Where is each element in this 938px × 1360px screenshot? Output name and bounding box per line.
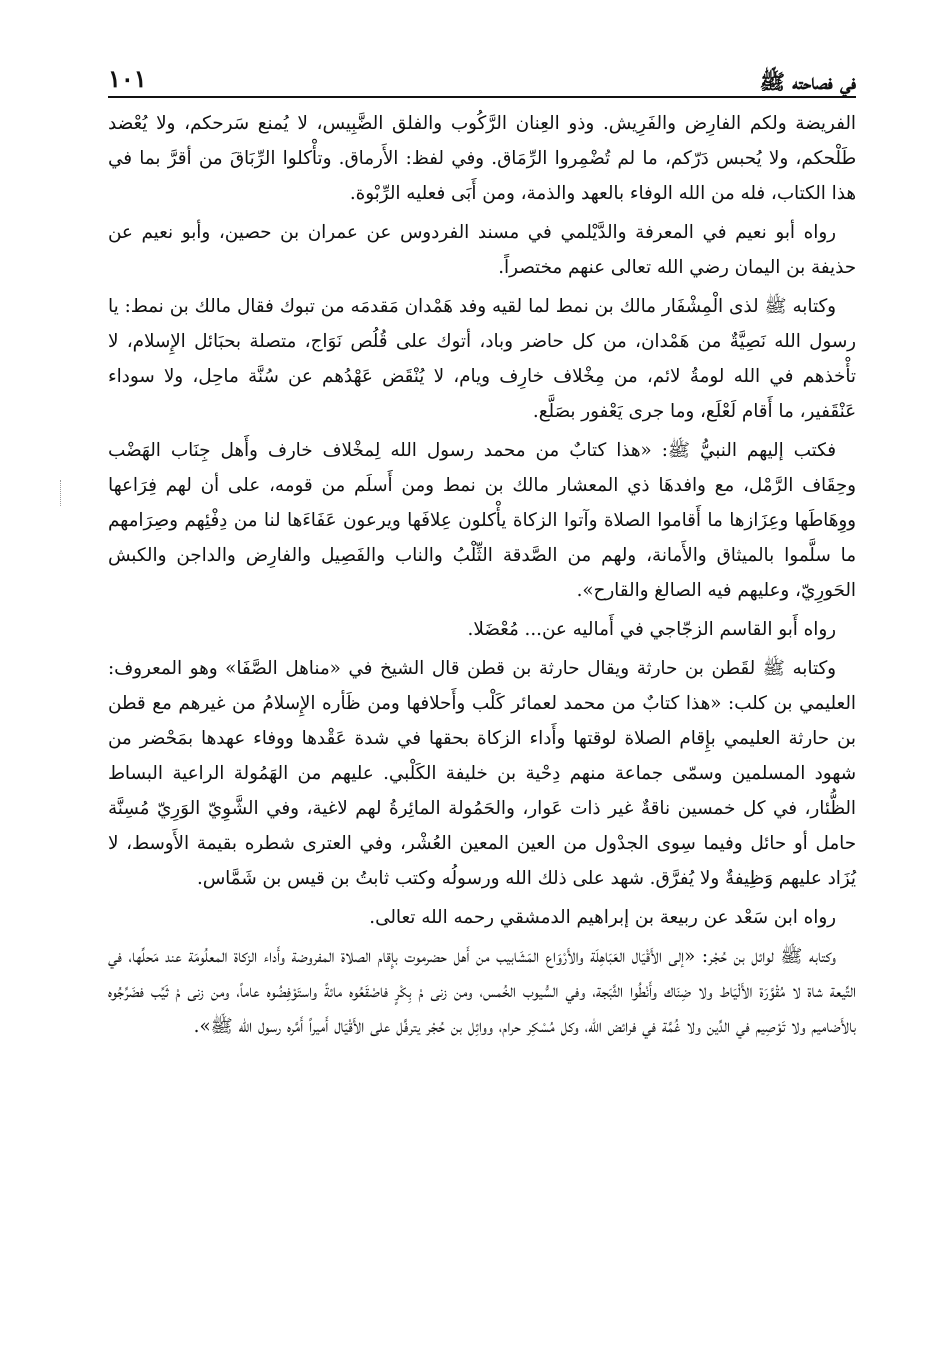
margin-mark: [60, 480, 65, 506]
paragraph: وكتابه ﷺ لوائل بن حُجْر: «إلى الأَقْيَال العَبَاهِلَة والأَرْوَاع المَشَابيب من أَهل حضرموت بإِقام الصلاة المفروضة وأَداء الزكاة المعلُومَة عند مَحلِّها، في التِّيعة شاة لا مُقْوَّرَة الأَلْيَاط ولا ضِنَاك وأَنْطُوا الثَّبَجة، وفي السُّيوب الخُمس، ومن زنى مْ بِكْرٍ فاصْقَعُوه مائةً واستَوْفِضُوه عاماً، ومن زنى مْ ثَيِّب فضَرِّجُوه بالأَضاميم ولا تَوْصِيم في الدِّين ولا غُمَّة في فرائض الله، وكل مُسْكِر حرام، ووائِل بن حُجْر يترفَّل على الأَقْيَال أَميراً أَمَّره رسول الله ﷺ».: [108, 946, 856, 1037]
paragraph: رواه أبو نعيم في المعرفة والدَّيْلمي في مسند الفردوس عن عمران بن حصين، وأبو نعيم عن حذيفة بن اليمان رضي الله تعالى عنهم مختصراً.: [108, 222, 856, 278]
running-title: في فصاحته ﷺ: [759, 68, 856, 94]
page-number: ١٠١: [108, 64, 147, 94]
paragraph: الفريضة ولكم الفارِض والفَرِيش. وذو العِنان الرَّكُوب والفلق الضَّبِيس، لا يُمنع سَرحكم، ولا يُعْضد طَلْحكم، ولا يُحبس دَرّكم، ما لم تُضْمِروا الرِّمَاق. وفي لفظ: الأَرماق. وتأْكلوا الرِّبَاقَ من أقرَّ بما في هذا الكتاب، فله من الله الوفاء بالعهد والذمة، ومن أَبَى فعليه الرِّبْوة.: [108, 113, 856, 204]
document-page: [108, 52, 856, 1342]
page-body: [108, 106, 856, 1044]
page-header: [108, 52, 856, 98]
paragraph: فكتب إليهم النبيُّ ﷺ: «هذا كتابٌ من محمد رسول الله لِمخْلاف خارف وأَهل جِنَاب الهَضْب وحِقَاف الرَّمْل، مع وافدهَا ذي المعشار مالك بن نمط ومن أَسلَم من قومه، على أن لهم فِرَاعها ووِهَاطَها وعِزَازها ما أَقاموا الصلاة وآتوا الزكاة يأْكلون عِلافَها ويرعون عَفَاءَها لنا من دِفْئِهم وصِرَامهم ما سلَّموا بالميثاق والأَمانة، ولهم من الصَّدقة الثِّلْبُ والناب والفَصِيل والفارِض والداجن والكبش الحَورِيّ، وعليهم فيه الصالغ والقارح».: [108, 440, 856, 601]
paragraph: وكتابه ﷺ لقَطن بن حارثة ويقال حارثة بن قطن قال الشيخ في «مناهل الصَّفَا» وهو المعروف: العليمي بن كلب: «هذا كتابٌ من محمد لعمائر كَلْب وأَحلافها ومن ظَأره الإِسلامُ من غيرهم مع قطن بن حارثة العليمي بإِقام الصلاة لوقتها وأَداء الزكاة بحقها في شدة عَقْدها ووفاء عهدها بمَحْضر من شهود المسلمين وسمّى جماعة منهم دِحْية بن خليفة الكَلْبي. عليهم من الهَمُولة الراعية البساط الظُّئار، في كل خمسين ناقةٌ غير ذات عَوار، والحَمُولة المائِرةُ لهم لاغية، وفي الشَّوِيّ الوَرِيّ مُسِنَّة حامل أو حائل وفيما سِوى الجدْول من العين المعين العُشْر، وفي العترى شطره بقيمة الأَوسط، لا يُزَاد عليهم وَظِيفةٌ ولا يُفرَّق. شهد على ذلك الله ورسولُه وكتب ثابتُ بن قيس بن شَمَّاس.: [108, 658, 856, 889]
paragraph: وكتابه ﷺ لذى الْمِشْفَار مالك بن نمط لما لقيه وفد هَمْدان مَقدمَه من تبوك فقال مالك بن نمط: يا رسول الله نَصِيَّةٌ من هَمْدان، من كل حاضر وباد، أتوك على قُلُص نَوَاج، متصلة بحبَائل الإِسلام، لا تأْخذهم في الله لومةُ لائم، من مِخْلاف خارِف ويام، لا يُنْقَض عَهْدُهم عن سُنَّة ماحِل، ولا سوداء عَنْقَفير، ما أَقام لَعْلَع، وما جرى يَعْفور بصَلَّع.: [108, 296, 856, 422]
paragraph: رواه ابن سَعْد عن ربيعة بن إبراهيم الدمشقي رحمه الله تعالى.: [369, 907, 836, 928]
header-rule: [108, 96, 856, 98]
paragraph: رواه أَبو القاسم الزجّاجي في أَماليه عن... مُعْضَلا.: [467, 619, 836, 640]
